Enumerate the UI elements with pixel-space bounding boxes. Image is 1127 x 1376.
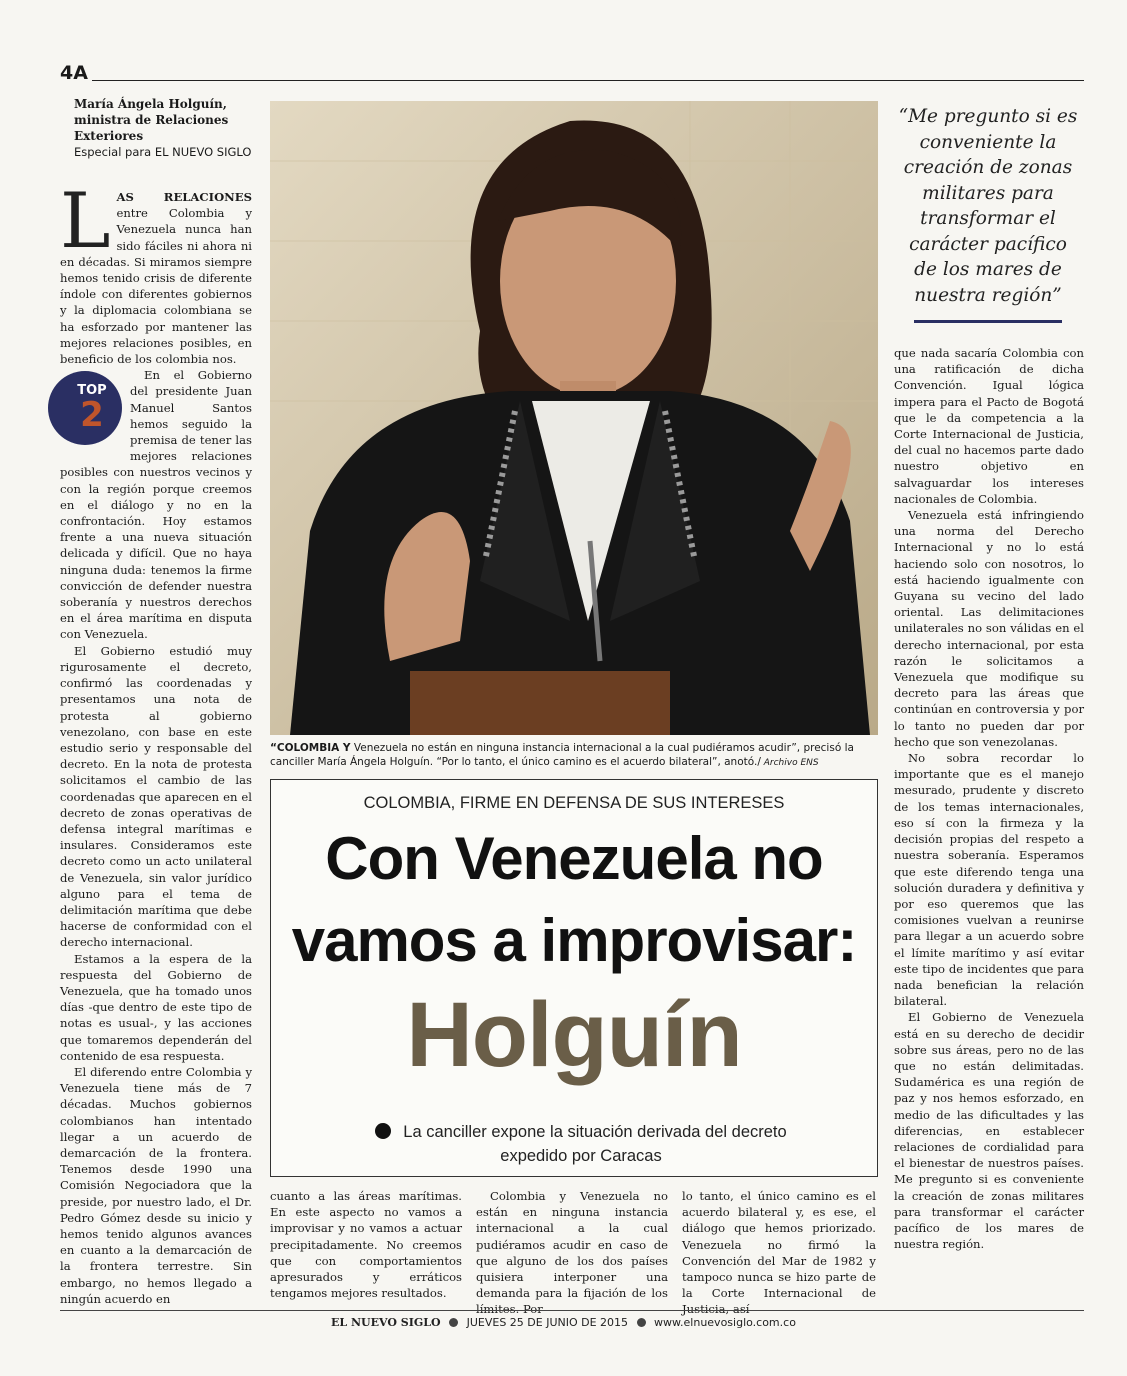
photo-canciller — [270, 101, 878, 735]
lead-caps: AS RELACIONES — [116, 190, 252, 204]
headline — [271, 818, 877, 982]
article-lead-paragraph — [60, 176, 252, 367]
article-paragraph: No sobra recordar lo importante que es el manejo mesurado, prudente y discreto de los temas internacionales, eso sí con la firmeza y la decisión propias del respeto a nuestra soberanía. Esperamos que este diferendo tenga una solución duradera y definitiva y por eso queremos que las comisiones vuelvan a reunirse para llegar a un acuerdo sobre el límite marítimo y así evitar este tipo de incidentes que para nada benefician la relación bilateral. — [894, 751, 1084, 1009]
article-paragraph: lo tanto, el único camino es el acuerdo bilateral y, es ese, el diálogo que hemos priorizado. Venezuela no firmó la Convención del Mar de 1982 y tampoco nunca se hizo parte de la Corte Internacional de Justicia, así — [682, 1189, 876, 1317]
footer-url[interactable]: www.elnuevosiglo.com.co — [654, 1316, 796, 1329]
article-paragraph — [60, 367, 252, 642]
article-paragraph: Venezuela está infringiendo una norma del Derecho Internacional y no lo está haciendo solo con nosotros, lo está haciendo igualmente con Guyana su vecino del lado oriental. Las delimitaciones unilaterales no son válidas en el derecho internacional, por esta razón le solicitamos a Venezuela que modifique su decreto para las áreas que continúan en controversia y por lo tanto no pueden dar por hecho que son venezolanas. — [894, 508, 1084, 749]
subhead-line-2: expedido por Caracas — [500, 1147, 662, 1165]
article-paragraph: El diferendo entre Colombia y Venezuela tiene más de 7 décadas. Muchos gobiernos colombianos han intentado llegar a un acuerdo de demarcación de la frontera. Tenemos desde 1990 una Comisión Negociadora que la preside, por nuestro lado, el Dr. Pedro Gómez desde su inicio y hemos tenido algunos avances en cuanto a la demarcación de la frontera terrestre. Sin embargo, no hemos llegado a ningún acuerdo en — [60, 1064, 252, 1306]
kicker: COLOMBIA, FIRME EN DEFENSA DE SUS INTERESES — [363, 794, 785, 812]
article-column-2 — [270, 1188, 462, 1301]
top-2-badge — [48, 371, 122, 445]
article-column-3 — [476, 1188, 668, 1318]
caption-text: Venezuela no están en ninguna instancia internacional a la cual pudiéramos acudir”, precisó la canciller María Ángela Holguín. “Por lo tanto, el único camino es el acuerdo bilateral”, anotó./ — [270, 742, 854, 768]
article-paragraph: El Gobierno de Venezuela está en su derecho de decidir sobre sus áreas, pero no de las que no están delimitadas. Sudamérica es una región de paz y nos hemos esforzado, en medio de las dificultades y las diferencias, en establecer relaciones de cordialidad para el bienestar de nuestros países. Me pregunto si es conveniente la creación de zonas militares para transformar el carácter pacífico de los mares de nuestra región. — [894, 1010, 1084, 1252]
paragraph-text: En el Gobierno del presidente Juan Manuel Santos hemos seguido la premisa de tener las mejores relaciones posibles con nuestros vecinos y con la región porque creemos en el diálogo y no en la confrontación. Hoy estamos frente a una nueva situación delicada y difícil. Que no haya ninguna duda: tenemos la firme convicción de defender nuestra soberanía y nuestros derechos en el área marítima en disputa con Venezuela. — [60, 368, 252, 642]
headline-name: Holguín — [406, 984, 742, 1086]
byline-special: Especial para EL NUEVO SIGLO — [74, 145, 252, 159]
page-number: 4A — [60, 62, 88, 84]
headline-line-1: Con Venezuela no — [325, 825, 823, 892]
footer-rule — [60, 1310, 1084, 1311]
article-column-5 — [894, 345, 1084, 1252]
article-paragraph: que nada sacaría Colombia con una ratificación de dicha Convención. Igual lógica impera para el Pacto de Bogotá que le da competencia a la Corte Internacional de Justicia, del cual no hacemos parte dado nuestro objetivo en salvaguardar los intereses nacionales de Colombia. — [894, 346, 1084, 506]
article-paragraph: Estamos a la espera de la respuesta del Gobierno de Venezuela, que ha tomado unos días -que dentro de este tipo de notas es usual-, y las acciones que tomaremos dependerán del contenido de esa respuesta. — [60, 951, 252, 1063]
footer-date: JUEVES 25 DE JUNIO DE 2015 — [466, 1316, 629, 1329]
article-column-1 — [60, 176, 252, 1307]
byline-author: María Ángela Holguín, — [74, 97, 227, 111]
byline — [74, 96, 264, 160]
article-paragraph: Colombia y Venezuela no están en ninguna instancia internacional a la cual pudiéramos acudir en caso de que alguno de los dos países quisiera interponer una demanda para la fijación de los límites. Por — [476, 1189, 668, 1317]
header-rule — [92, 80, 1084, 81]
article-paragraph: cuanto a las áreas marítimas. En este aspecto no vamos a improvisar y no vamos a actuar precipitadamente. No creemos que con comportamientos apresurados y erráticos tengamos mejores resultados. — [270, 1189, 462, 1301]
byline-role-1: ministra de Relaciones — [74, 113, 229, 127]
separator-dot-icon — [449, 1318, 458, 1327]
drop-cap: L — [60, 176, 111, 265]
subheadline — [311, 1120, 851, 1168]
newspaper-logo: EL NUEVO SIGLO — [331, 1316, 441, 1329]
caption-lead: “COLOMBIA Y — [270, 742, 351, 754]
headline-box — [270, 779, 878, 1177]
caption-credit: Archivo ENS — [760, 758, 819, 768]
photo-caption — [270, 741, 878, 770]
article-column-4 — [682, 1188, 876, 1318]
paragraph-text: entre Colombia y Venezuela nunca han sido fáciles ni ahora ni en décadas. Si miramos siempre hemos tenido crisis de diferente índole con diferentes gobiernos y la diplomacia colombiana se ha esforzado por mantener las mejores relaciones posibles, en beneficio de los colombia nos. — [60, 206, 252, 367]
badge-number: 2 — [80, 395, 104, 436]
photo-illustration — [270, 101, 878, 735]
separator-dot-icon — [637, 1318, 646, 1327]
byline-role-2: Exteriores — [74, 129, 144, 143]
pull-quote-rule — [914, 320, 1062, 323]
headline-line-2: vamos a improvisar: — [291, 907, 857, 974]
footer — [0, 1316, 1127, 1329]
article-paragraph: El Gobierno estudió muy rigurosamente el decreto, confirmó las coordenadas y presentamos una nota de protesta al gobierno venezolano, con base en este estudio serio y responsable del decreto. En la nota de protesta solicitamos el cambio de las coordenadas que aparecen en el decreto de zonas operativas de defensa integral marítimas e insulares. Consideramos este decreto como un acto unilateral de Venezuela, sin valor jurídico alguno para el tema de delimitación marítima que debe hacerse de conformidad con el derecho internacional. — [60, 643, 252, 950]
badge-label: TOP — [77, 383, 107, 399]
pull-quote: “Me pregunto si es conveniente la creación de zonas militares para transformar el carácter pacífico de los mares de nuestra región” — [898, 106, 1078, 306]
subhead-line-1: La canciller expone la situación derivada del decreto — [403, 1123, 787, 1141]
bullet-icon — [375, 1123, 391, 1139]
